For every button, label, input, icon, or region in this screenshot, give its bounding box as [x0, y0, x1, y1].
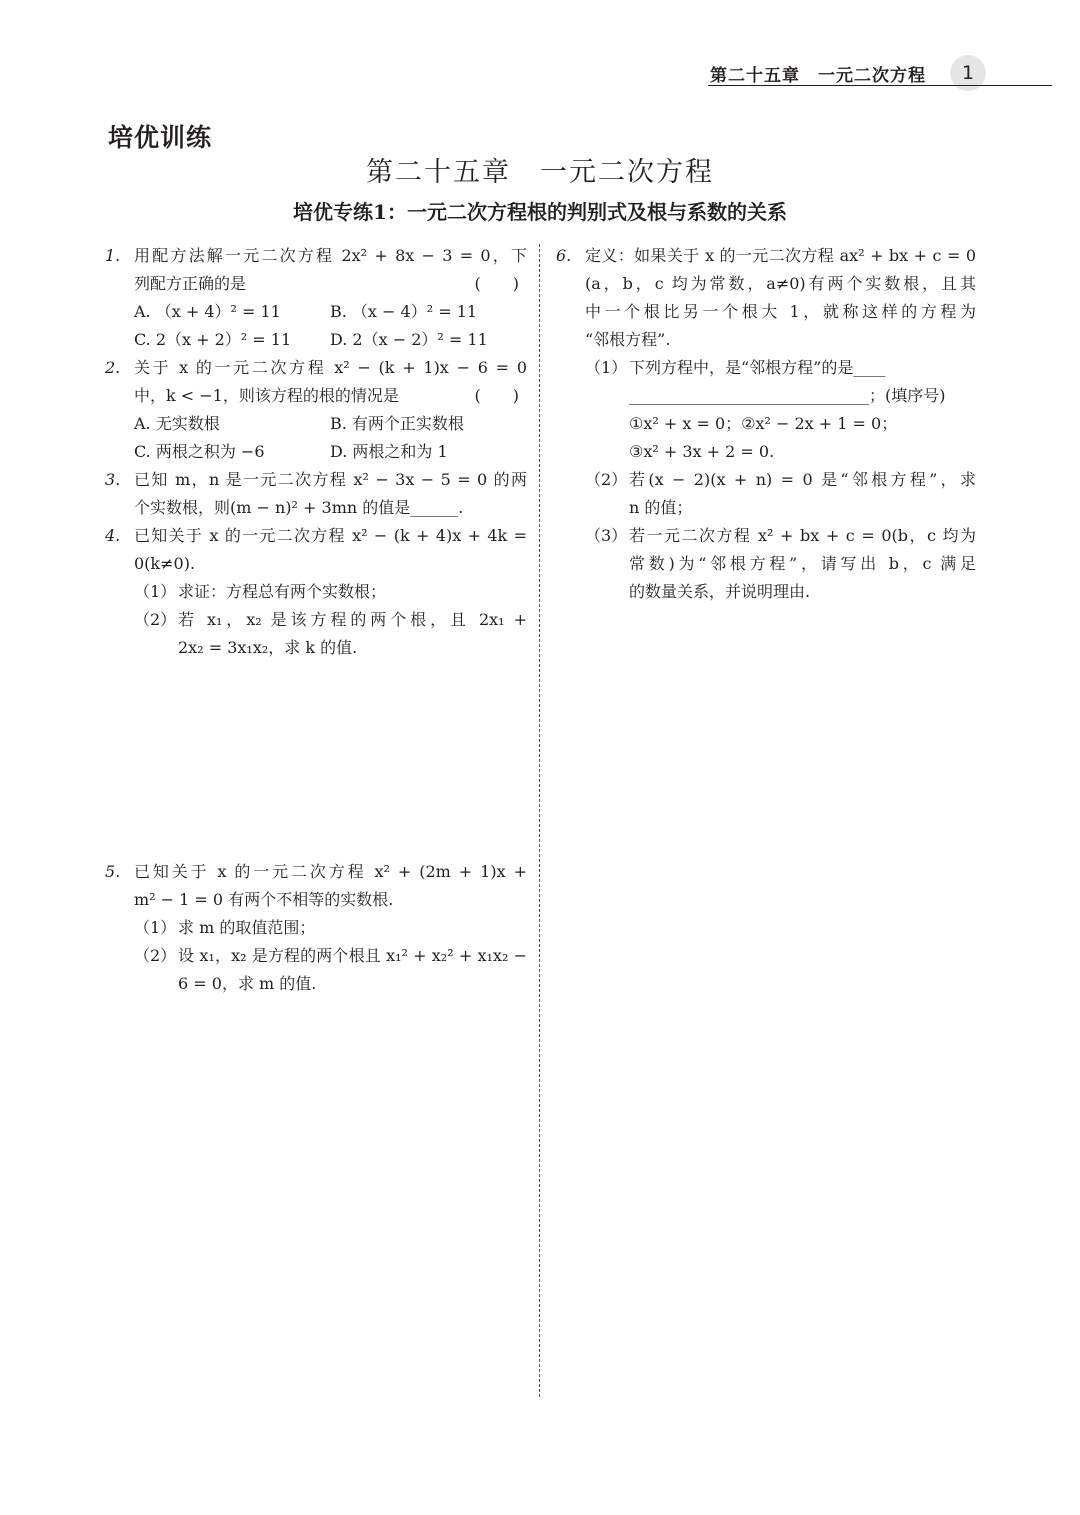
- subquestion-label: （2）: [134, 946, 177, 965]
- subquestion-text: 2x₂ = 3x₁x₂，求 k 的值.: [178, 638, 358, 657]
- subquestion-text: 6 = 0，求 m 的值.: [178, 974, 317, 993]
- subquestion-label: （1）: [585, 358, 628, 377]
- question-number: 2.: [105, 358, 121, 377]
- question-text: 已知关于 x 的一元二次方程 x² − (k + 4)x + 4k =: [134, 526, 527, 545]
- option-b: B. 有两个正实数根: [330, 414, 464, 433]
- subquestion-text: 的数量关系，并说明理由.: [629, 582, 811, 601]
- option-d: D. 两根之和为 1: [330, 442, 448, 461]
- question-text: 中，k < −1，则该方程的根的情况是: [134, 386, 399, 405]
- question-text: 已知 m，n 是一元二次方程 x² − 3x − 5 = 0 的两: [134, 470, 527, 489]
- question-text: “邻根方程”.: [585, 330, 671, 349]
- question-text: 定义：如果关于 x 的一元二次方程 ax² + bx + c = 0: [585, 246, 976, 265]
- question-text: 中一个根比另一个根大 1，就称这样的方程为: [585, 302, 976, 321]
- question-text: 关于 x 的一元二次方程 x² − (k + 1)x − 6 = 0: [134, 358, 527, 377]
- subquestion-text: 设 x₁，x₂ 是方程的两个根且 x₁² + x₂² + x₁x₂ −: [178, 946, 527, 965]
- subquestion-text: ______________________________；(填序号): [629, 386, 946, 405]
- question-number: 5.: [105, 862, 121, 881]
- subquestion-text: 若 x₁，x₂ 是该方程的两个根，且 2x₁ +: [178, 610, 527, 629]
- question-number: 6.: [556, 246, 572, 265]
- option-c: C. 2（x + 2）² = 11: [134, 330, 292, 349]
- subquestion-text: ③x² + 3x + 2 = 0.: [629, 442, 775, 461]
- option-d: D. 2（x − 2）² = 11: [330, 330, 488, 349]
- subquestion-text: 求 m 的取值范围；: [178, 918, 316, 937]
- option-c: C. 两根之积为 −6: [134, 442, 265, 461]
- subquestion-label: （3）: [585, 526, 628, 545]
- answer-blank: ( ): [474, 274, 519, 293]
- question-text: 0(k≠0).: [134, 554, 196, 573]
- subquestion-text: n 的值；: [629, 498, 693, 517]
- header-rule: [708, 85, 1052, 86]
- question-text: m² − 1 = 0 有两个不相等的实数根.: [134, 890, 394, 909]
- answer-blank: ( ): [474, 386, 519, 405]
- subquestion-text: 常数)为“邻根方程”，请写出 b，c 满足: [629, 554, 976, 573]
- question-number: 3.: [105, 470, 121, 489]
- question-text: 用配方法解一元二次方程 2x² + 8x − 3 = 0，下: [134, 246, 527, 265]
- book-label: 培优训练: [108, 123, 213, 152]
- chapter-title: 第二十五章 一元二次方程: [366, 157, 714, 188]
- question-text: (a，b，c 均为常数，a≠0)有两个实数根，且其: [585, 274, 976, 293]
- subquestion-label: （1）: [134, 918, 177, 937]
- question-text: 已知关于 x 的一元二次方程 x² + (2m + 1)x +: [134, 862, 527, 881]
- question-text: 列配方正确的是: [134, 274, 247, 293]
- subquestion-label: （1）: [134, 582, 177, 601]
- subquestion-text: 若(x − 2)(x + n) = 0 是“邻根方程”，求: [629, 470, 976, 489]
- option-a: A. 无实数根: [134, 414, 220, 433]
- header-chapter: 第二十五章 一元二次方程: [710, 66, 926, 86]
- subquestion-text: ①x² + x = 0；②x² − 2x + 1 = 0；: [629, 414, 898, 433]
- option-b: B. （x − 4）² = 11: [330, 302, 478, 321]
- section-title: 培优专练1：一元二次方程根的判别式及根与系数的关系: [293, 200, 787, 224]
- subquestion-text: 下列方程中，是“邻根方程”的是____: [629, 358, 886, 377]
- page-number: 1: [950, 55, 986, 91]
- subquestion-label: （2）: [134, 610, 177, 629]
- question-number: 1.: [105, 246, 121, 265]
- option-a: A. （x + 4）² = 11: [134, 302, 281, 321]
- column-divider: [539, 244, 540, 1397]
- subquestion-text: 求证：方程总有两个实数根；: [178, 582, 387, 601]
- subquestion-text: 若一元二次方程 x² + bx + c = 0(b，c 均为: [629, 526, 976, 545]
- question-text: 个实数根，则(m − n)² + 3mn 的值是______.: [134, 498, 464, 517]
- subquestion-label: （2）: [585, 470, 628, 489]
- question-number: 4.: [105, 526, 121, 545]
